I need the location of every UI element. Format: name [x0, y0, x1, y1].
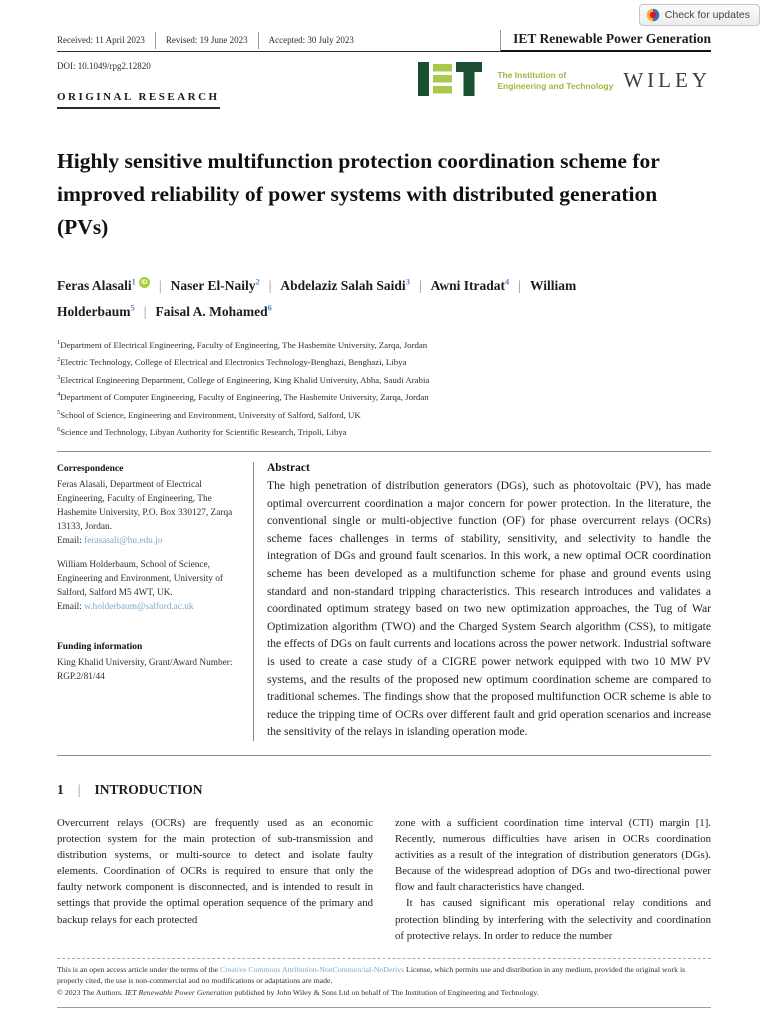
email-link[interactable]: w.holderbaum@salford.ac.uk	[84, 602, 194, 613]
license-divider	[57, 958, 711, 959]
iet-logo	[418, 62, 613, 100]
author: Feras Alasali$^1$ iD	[57, 278, 150, 293]
check-for-updates-label: Check for updates	[664, 9, 750, 21]
correspondence-heading: Correspondence	[57, 464, 124, 475]
received-date: Received: 11 April 2023	[57, 35, 145, 45]
correspondence-column	[57, 462, 253, 741]
front-matter-block	[57, 451, 711, 756]
publisher-logos	[418, 59, 711, 109]
abstract-text: The high penetration of distribution generators (DGs), such as photovoltaic (PV), has made optimal overcurrent coordination a major concern for power protection. In the literature, the conventional single or multi-objective function (OF) for phase overcurrent relays (OCRs) scheme faces challenges in terms of stability, sensitivity, and selectivity to handle the integration of DGs and ground fault scenarios. In this work, a new optimal OCR coordination scheme has been developed as a multifunction scheme for phase and ground events using standard and non-standard tripping characteristics. This research introduces and validates a coordinated optimum strategy based on two new optimization approaches, the Tug of War Optimization algorithm (TWO) and the Charged System Search algorithm (CSS), to mitigate the effects of DGs on fault currents and locations across the power network. Industrial software is used to create a case study of a CIGRE power network equipped with two 10 MW PV systems, and the results of the proposed new optimum coordination scheme are compared to traditional schemes. The findings show that the proposed multifunction OCR scheme is able to reduce the tripping time of OCRs over different fault and grid operation scenarios and increase the sensitivity of the relays in islanding operation mode.	[267, 479, 711, 739]
author: Naser El-Naily$^2$	[170, 276, 260, 293]
article-type: ORIGINAL RESEARCH	[57, 91, 220, 109]
affiliation: $^6$Science and Technology, Libyan Authority for Scientific Research, Tripoli, Libya	[57, 426, 347, 438]
section-pipe	[64, 782, 95, 797]
email-link[interactable]: ferasasali@hu.edu.jo	[84, 536, 163, 547]
funding-text: King Khalid University, Grant/Award Number: RGP.2/81/44	[57, 658, 233, 683]
crossmark-icon	[646, 8, 660, 22]
section-title: INTRODUCTION	[94, 781, 203, 797]
author-separator	[150, 278, 171, 293]
affiliation: $^2$Electric Technology, College of Electrical and Electronics Technology-Benghazi, Benghazi, Libya	[57, 356, 407, 368]
iet-logo-icon	[418, 62, 492, 100]
author: Awni Itradat$^4$	[430, 276, 510, 293]
author-separator	[410, 278, 431, 293]
intro-paragraph: It has caused significant mis operational relay conditions and protection blinding by interfering with the selectivity and coordination of protective relays. In order to reduce the number	[395, 897, 711, 942]
abstract-column	[253, 462, 711, 741]
footer-divider	[57, 1007, 711, 1008]
author: Faisal A. Mohamed$^6$	[155, 302, 272, 319]
doi-logo-row	[57, 59, 711, 109]
funding-heading: Funding information	[57, 642, 143, 653]
doi: DOI: 10.1049/rpg2.12820	[57, 61, 151, 71]
history-dates	[57, 30, 500, 52]
author-separator	[260, 278, 281, 293]
revised-date: Revised: 19 June 2023	[155, 32, 258, 49]
author-list	[57, 270, 711, 323]
affiliation: $^4$Department of Computer Engineering, Faculty of Engineering, The Hashemite University, Zarqa, Jordan	[57, 391, 429, 403]
affiliation-list	[57, 339, 711, 437]
iet-institution-text: The Institution of Engineering and Technology	[497, 70, 614, 91]
author: William Holderbaum$^5$	[57, 277, 577, 319]
check-for-updates-button[interactable]	[639, 4, 760, 26]
author-separator	[509, 278, 530, 293]
body-column-left	[57, 815, 373, 944]
author: Abdelaziz Salah Saidi$^3$	[280, 276, 410, 293]
abstract-heading: Abstract	[267, 462, 310, 475]
author-separator	[135, 304, 156, 319]
journal-name: IET Renewable Power Generation	[500, 30, 711, 52]
orcid-icon[interactable]	[139, 277, 150, 288]
section-number: 1	[57, 781, 64, 797]
affiliation: $^1$Department of Electrical Engineering, Faculty of Engineering, The Hashemite University, Zarqa, Jordan	[57, 339, 428, 350]
correspondence-para: William Holderbaum, School of Science, Engineering and Environment, University of Salford, Salford M5 4WT, UK. Email: w.holderbaum@salford.ac.uk	[57, 560, 224, 613]
section-heading	[57, 782, 711, 798]
license-text: This is an open access article under the terms of the Creative Commons Attribution-NonCommercial-NoDerivs License, which permits use and distribution in any medium, provided the original work is properly cited, the use is non-commercial and no modifications or adaptations are made. © 2023 The Authors. IET Renewable Power Generation published by John Wiley & Sons Ltd on behalf of The Institution of Engineering and Technology.	[57, 964, 686, 998]
affiliation: $^3$Electrical Engineering Department, College of Engineering, King Khalid University, Abha, Saudi Arabia	[57, 373, 430, 385]
header-row	[57, 30, 711, 52]
wiley-logo: WILEY	[623, 68, 711, 92]
body-columns	[57, 815, 711, 944]
body-column-right	[395, 815, 711, 944]
article-title: Highly sensitive multifunction protection coordination scheme for improved reliability of power systems with distributed generation (PVs)	[57, 149, 660, 239]
copyright-text: © 2023 The Authors. IET Renewable Power Generation published by John Wiley & Sons Ltd on behalf of The Institution of Engineering and Technology.	[57, 988, 539, 998]
accepted-date: Accepted: 30 July 2023	[258, 32, 364, 49]
correspondence-para: Feras Alasali, Department of Electrical Engineering, Faculty of Engineering, The Hashemite University, P.O. Box 330127, Zarqa 13133, Jordan. Email: ferasasali@hu.edu.jo	[57, 480, 233, 547]
license-link[interactable]: Creative Commons Attribution-NonCommercial-NoDerivs	[220, 964, 405, 974]
affiliation: $^5$School of Science, Engineering and Environment, University of Salford, Salford, UK	[57, 408, 361, 420]
intro-paragraph: Overcurrent relays (OCRs) are frequently used as an economic protection system for the main protection of sub-transmission and distribution systems, or multi-source to detect and isolate faulty elements. Coordination of OCRs is required to ensure that only the faulty network component is disconnected, and is intended to result in settings that provide the optimal operation sequence of the primary and backup relays for each protected	[57, 816, 373, 926]
intro-paragraph: zone with a sufficient coordination time interval (CTI) margin [1]. Recently, numerous difficulties have arisen in OCRs coordination activities as a result of the integration of distribution generators (DGs). Because of the widespread adoption of DGs and two-directional power flow and fault characteristics have changed.	[395, 816, 711, 894]
